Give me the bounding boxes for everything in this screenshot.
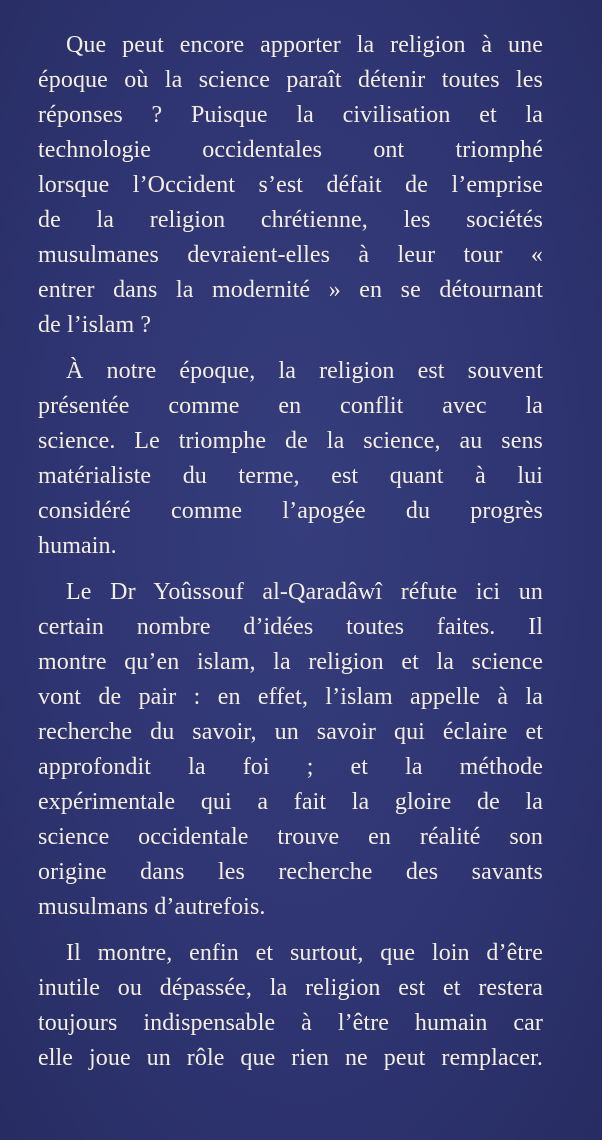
text-line: expérimentale qui a fait la gloire de la xyxy=(38,789,543,815)
text-line: de la religion chrétienne, les sociétés xyxy=(38,207,543,233)
text-line: Il montre, enfin et surtout, que loin d’être xyxy=(66,940,543,966)
text-line: approfondit la foi ; et la méthode xyxy=(38,754,543,780)
text-line: musulmanes devraient-elles à leur tour « xyxy=(38,242,543,268)
text-line: elle joue un rôle que rien ne peut remplacer. xyxy=(38,1045,543,1071)
text-line: technologie occidentales ont triomphé xyxy=(38,137,543,163)
back-cover-text xyxy=(38,28,543,1087)
text-line: Le Dr Yoûssouf al-Qaradâwî réfute ici un xyxy=(66,579,543,605)
text-line: À notre époque, la religion est souvent xyxy=(66,358,543,384)
text-line: toujours indispensable à l’être humain car xyxy=(38,1010,543,1036)
text-line: humain. xyxy=(38,533,117,559)
paragraph-2 xyxy=(38,354,543,564)
text-line: Que peut encore apporter la religion à une xyxy=(66,32,543,58)
text-line: époque où la science paraît détenir toutes les xyxy=(38,67,543,93)
text-line: montre qu’en islam, la religion et la science xyxy=(38,649,543,675)
text-line: science occidentale trouve en réalité son xyxy=(38,824,543,850)
text-line: origine dans les recherche des savants xyxy=(38,859,543,885)
text-line: considéré comme l’apogée du progrès xyxy=(38,498,543,524)
text-line: réponses ? Puisque la civilisation et la xyxy=(38,102,543,128)
text-line: de l’islam ? xyxy=(38,312,152,338)
text-line: inutile ou dépassée, la religion est et restera xyxy=(38,975,543,1001)
text-line: recherche du savoir, un savoir qui éclaire et xyxy=(38,719,543,745)
text-line: entrer dans la modernité » en se détournant xyxy=(38,277,543,303)
text-line: présentée comme en conflit avec la xyxy=(38,393,543,419)
text-line: science. Le triomphe de la science, au sens xyxy=(38,428,543,454)
text-line: vont de pair : en effet, l’islam appelle à la xyxy=(38,684,543,710)
paragraph-1 xyxy=(38,28,543,343)
paragraph-4 xyxy=(38,936,543,1076)
text-line: lorsque l’Occident s’est défait de l’emprise xyxy=(38,172,543,198)
paragraph-3 xyxy=(38,575,543,925)
text-line: matérialiste du terme, est quant à lui xyxy=(38,463,543,489)
text-line: certain nombre d’idées toutes faites. Il xyxy=(38,614,543,640)
text-line: musulmans d’autrefois. xyxy=(38,894,266,920)
